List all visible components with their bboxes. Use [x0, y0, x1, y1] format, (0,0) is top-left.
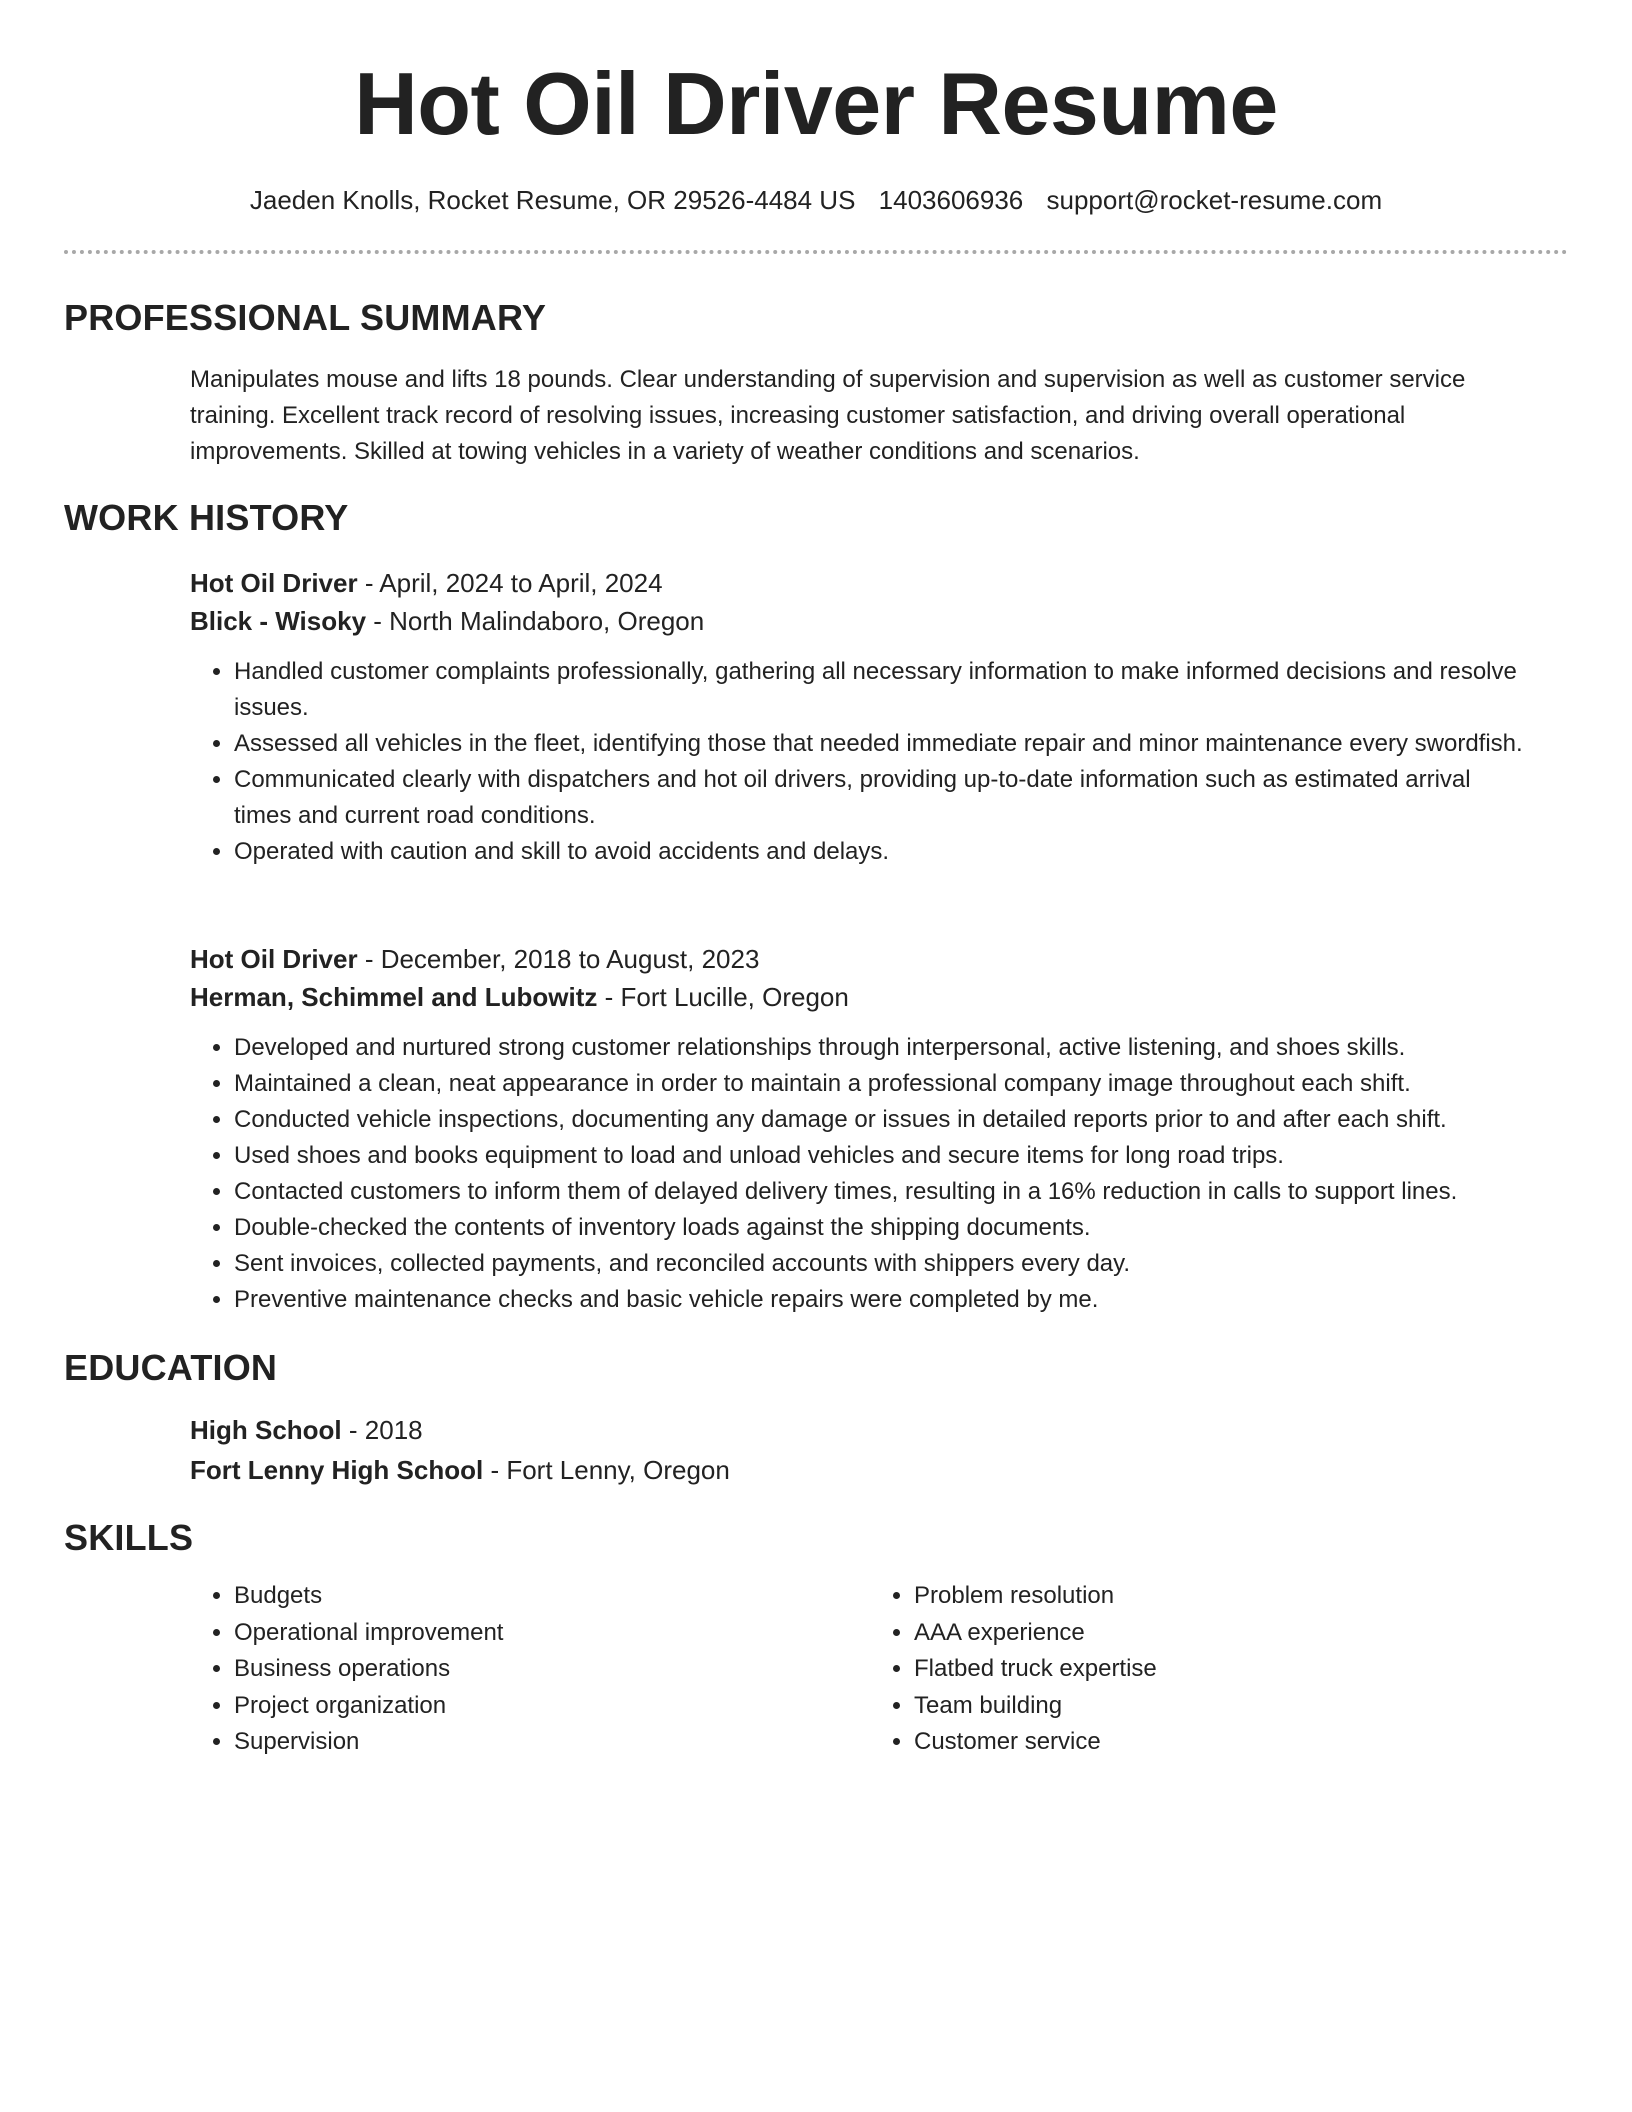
job-bullet: • Assessed all vehicles in the fleet, identifying those that needed immediate repair and minor maintenance every swordfish.	[234, 726, 1530, 762]
job-dates: - April, 2024 to April, 2024	[357, 568, 663, 598]
job-location: - North Malindaboro, Oregon	[366, 606, 705, 636]
skill-item: • Problem resolution	[914, 1578, 1490, 1615]
skills-heading: SKILLS	[64, 1517, 194, 1558]
job-bullet: • Developed and nurtured strong customer relationships through interpersonal, active listening, and shoes skills.	[234, 1030, 1530, 1066]
job-bullets	[190, 654, 1530, 870]
skills-column-right	[870, 1578, 1490, 1761]
job-bullet: • Sent invoices, collected payments, and reconciled accounts with shippers every day.	[234, 1246, 1530, 1282]
skill-item: • Budgets	[234, 1578, 810, 1615]
education-degree: High School	[190, 1415, 342, 1445]
skill-item: • Customer service	[914, 1724, 1490, 1761]
education-degree-line	[190, 1410, 1530, 1450]
skills-list	[190, 1578, 810, 1761]
job-bullets	[190, 1030, 1530, 1318]
education-location: - Fort Lenny, Oregon	[483, 1455, 730, 1485]
skill-item: • Team building	[914, 1688, 1490, 1725]
contact-line	[0, 182, 1632, 218]
education-year: - 2018	[341, 1415, 423, 1445]
job-company: Herman, Schimmel and Lubowitz	[190, 982, 598, 1012]
skill-item: • Project organization	[234, 1688, 810, 1725]
contact-phone: 1403606936	[878, 185, 1024, 215]
job-bullet: • Handled customer complaints professionally, gathering all necessary information to make informed decisions and resolve issues.	[234, 654, 1530, 726]
job-title: Hot Oil Driver	[190, 568, 358, 598]
skill-item: • Operational improvement	[234, 1615, 810, 1652]
job-title-line	[190, 564, 1530, 602]
education-entry	[190, 1410, 1530, 1490]
contact-email: support@rocket-resume.com	[1046, 185, 1383, 215]
skill-item: • Business operations	[234, 1651, 810, 1688]
work-history-heading: WORK HISTORY	[64, 497, 349, 538]
summary-heading: PROFESSIONAL SUMMARY	[64, 297, 547, 338]
resume-title: Hot Oil Driver Resume	[354, 54, 1278, 153]
education-school: Fort Lenny High School	[190, 1455, 484, 1485]
job-title: Hot Oil Driver	[190, 944, 358, 974]
summary-block	[190, 362, 1530, 470]
job-bullet: • Operated with caution and skill to avoid accidents and delays.	[234, 834, 1530, 870]
job-bullet: • Preventive maintenance checks and basic vehicle repairs were completed by me.	[234, 1282, 1530, 1318]
job-bullet: • Contacted customers to inform them of delayed delivery times, resulting in a 16% reduction in calls to support lines.	[234, 1174, 1530, 1210]
education-heading: EDUCATION	[64, 1347, 278, 1388]
skills-list	[870, 1578, 1490, 1761]
job-entry	[190, 564, 1530, 870]
job-location: - Fort Lucille, Oregon	[597, 982, 849, 1012]
summary-text: Manipulates mouse and lifts 18 pounds. Clear understanding of supervision and supervision as well as customer service training. Excellent track record of resolving issues, increasing customer satisfaction, and driving overall operational improvements. Skilled at towing vehicles in a variety of weather conditions and scenarios.	[190, 366, 1466, 465]
contact-address: Jaeden Knolls, Rocket Resume, OR 29526-4484 US	[249, 185, 856, 215]
job-company-line	[190, 978, 1530, 1016]
header-divider	[64, 250, 1568, 254]
skill-item: • AAA experience	[914, 1615, 1490, 1652]
job-dates: - December, 2018 to August, 2023	[357, 944, 760, 974]
job-bullet: • Maintained a clean, neat appearance in order to maintain a professional company image throughout each shift.	[234, 1066, 1530, 1102]
skill-item: • Supervision	[234, 1724, 810, 1761]
job-entry	[190, 940, 1530, 1318]
skills-column-left	[190, 1578, 810, 1761]
job-title-line	[190, 940, 1530, 978]
job-bullet: • Communicated clearly with dispatchers and hot oil drivers, providing up-to-date information such as estimated arrival times and current road conditions.	[234, 762, 1530, 834]
education-school-line	[190, 1450, 1530, 1490]
skill-item: • Flatbed truck expertise	[914, 1651, 1490, 1688]
job-bullet: • Used shoes and books equipment to load and unload vehicles and secure items for long road trips.	[234, 1138, 1530, 1174]
job-bullet: • Conducted vehicle inspections, documenting any damage or issues in detailed reports prior to and after each shift.	[234, 1102, 1530, 1138]
job-bullet: • Double-checked the contents of inventory loads against the shipping documents.	[234, 1210, 1530, 1246]
job-company-line	[190, 602, 1530, 640]
job-company: Blick - Wisoky	[190, 606, 367, 636]
